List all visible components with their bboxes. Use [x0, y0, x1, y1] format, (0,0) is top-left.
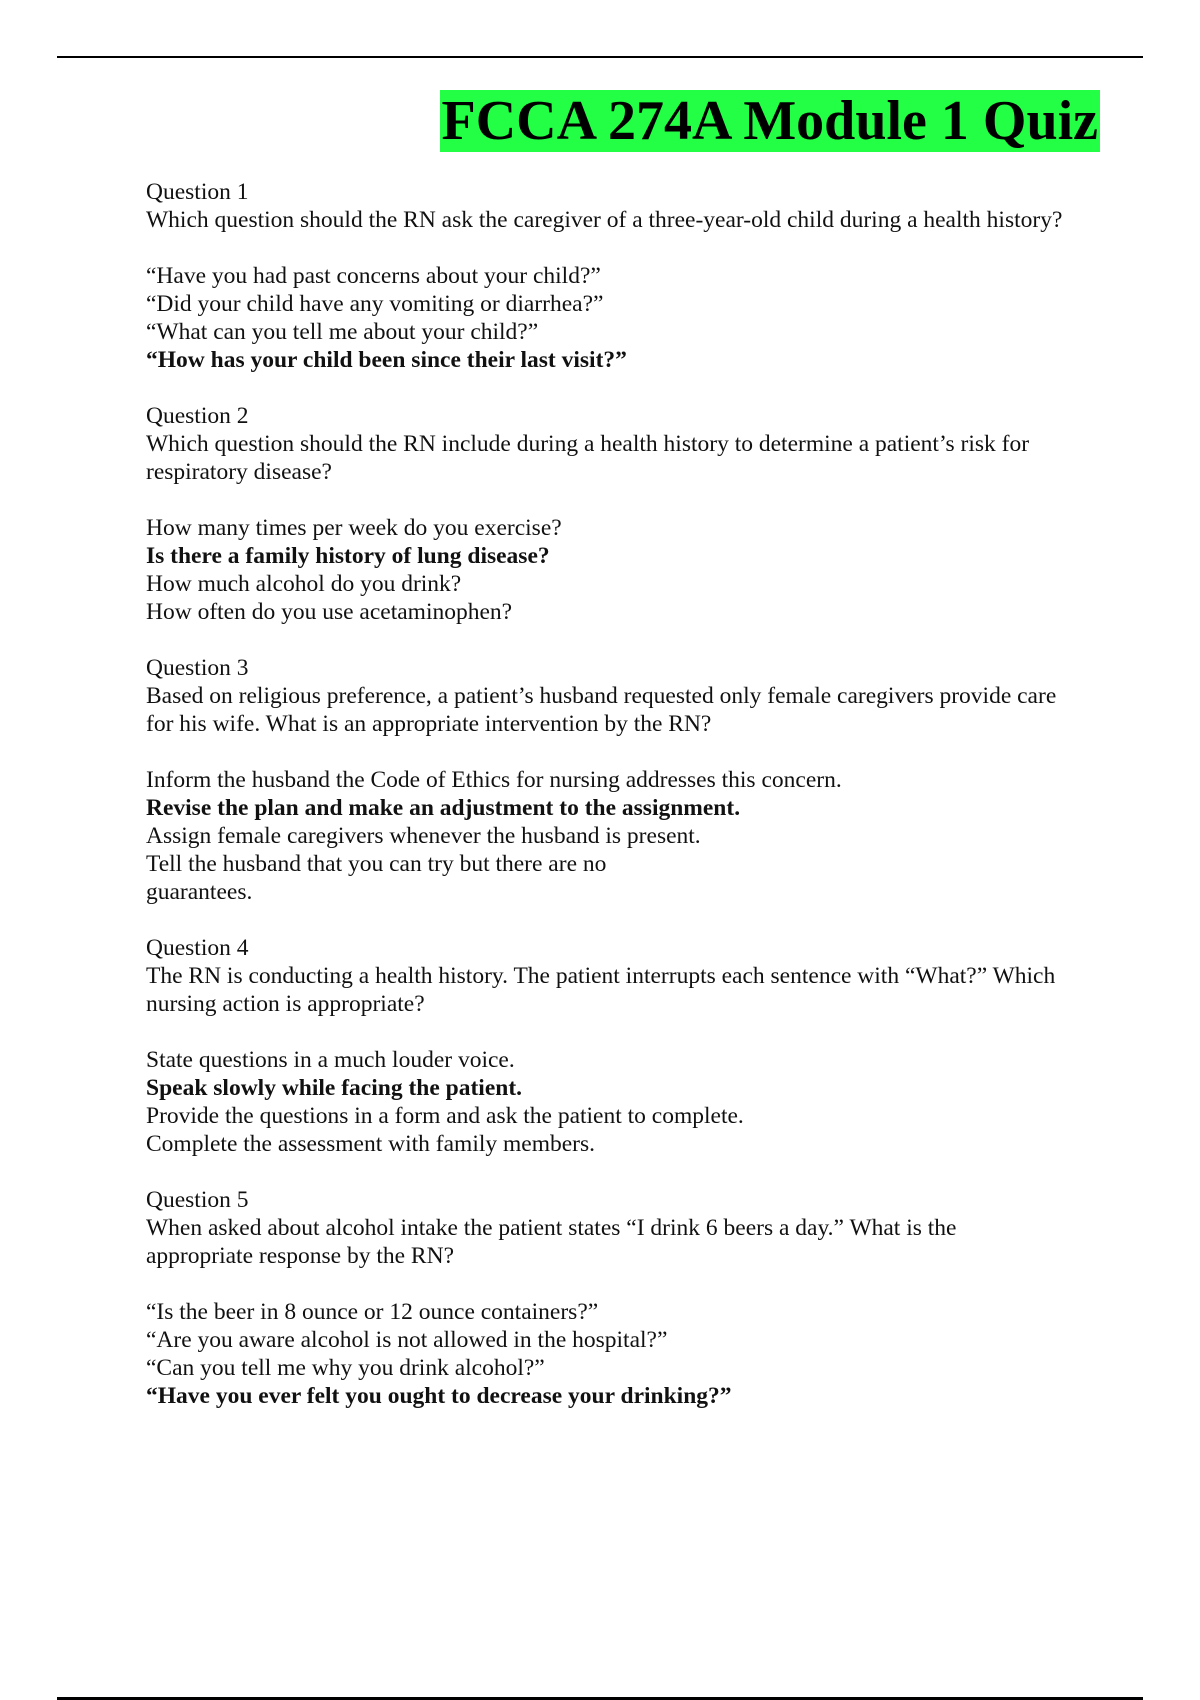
answer-option: How often do you use acetaminophen? [146, 599, 513, 625]
correct-answer-option: “How has your child been since their last visit?” [146, 347, 627, 373]
answer-option: “Did your child have any vomiting or diarrhea?” [146, 291, 604, 317]
answer-option: How much alcohol do you drink? [146, 571, 462, 597]
answer-option: “Are you aware alcohol is not allowed in the hospital?” [146, 1327, 668, 1353]
question-prompt: appropriate response by the RN? [146, 1243, 455, 1269]
answer-option: Assign female caregivers whenever the husband is present. [146, 823, 701, 849]
answer-option: State questions in a much louder voice. [146, 1047, 515, 1073]
spacer [146, 374, 1106, 402]
answer-option: “Can you tell me why you drink alcohol?” [146, 1355, 545, 1381]
question-block [146, 654, 1106, 934]
spacer [146, 1158, 1106, 1186]
top-rule [57, 56, 1143, 58]
spacer [146, 1270, 1106, 1298]
question-block [146, 402, 1106, 654]
question-prompt: Which question should the RN ask the caregiver of a three-year-old child during a health history? [146, 207, 1063, 233]
spacer [146, 738, 1106, 766]
answer-option: “Have you had past concerns about your child?” [146, 263, 601, 289]
question-label: Question 3 [146, 655, 249, 681]
answer-option: “What can you tell me about your child?” [146, 319, 539, 345]
correct-answer-option: Is there a family history of lung disease? [146, 543, 550, 569]
question-prompt: nursing action is appropriate? [146, 991, 425, 1017]
spacer [146, 906, 1106, 934]
answer-option: Complete the assessment with family members. [146, 1131, 596, 1157]
spacer [146, 486, 1106, 514]
question-label: Question 4 [146, 935, 249, 961]
correct-answer-option: “Have you ever felt you ought to decrease your drinking?” [146, 1383, 732, 1409]
question-prompt: Which question should the RN include during a health history to determine a patient’s risk for [146, 431, 1030, 457]
question-prompt: The RN is conducting a health history. The patient interrupts each sentence with “What?” Which [146, 963, 1056, 989]
question-block [146, 934, 1106, 1186]
question-label: Question 1 [146, 179, 249, 205]
question-prompt: When asked about alcohol intake the patient states “I drink 6 beers a day.” What is the [146, 1215, 957, 1241]
page-title: FCCA 274A Module 1 Quiz [441, 90, 1098, 152]
spacer [146, 626, 1106, 654]
question-block [146, 178, 1106, 402]
answer-option: Provide the questions in a form and ask the patient to complete. [146, 1103, 744, 1129]
spacer [146, 234, 1106, 262]
answer-option: Tell the husband that you can try but there are no [146, 851, 607, 877]
question-block [146, 1186, 1106, 1410]
question-prompt: for his wife. What is an appropriate intervention by the RN? [146, 711, 712, 737]
answer-option: How many times per week do you exercise? [146, 515, 562, 541]
question-prompt: respiratory disease? [146, 459, 332, 485]
correct-answer-option: Speak slowly while facing the patient. [146, 1075, 523, 1101]
question-label: Question 2 [146, 403, 249, 429]
question-prompt: Based on religious preference, a patient’s husband requested only female caregivers provide care [146, 683, 1057, 709]
quiz-content [146, 178, 1106, 1410]
answer-option: “Is the beer in 8 ounce or 12 ounce containers?” [146, 1299, 599, 1325]
question-label: Question 5 [146, 1187, 249, 1213]
answer-option: Inform the husband the Code of Ethics for nursing addresses this concern. [146, 767, 842, 793]
answer-option: guarantees. [146, 879, 253, 905]
correct-answer-option: Revise the plan and make an adjustment to the assignment. [146, 795, 741, 821]
spacer [146, 1018, 1106, 1046]
